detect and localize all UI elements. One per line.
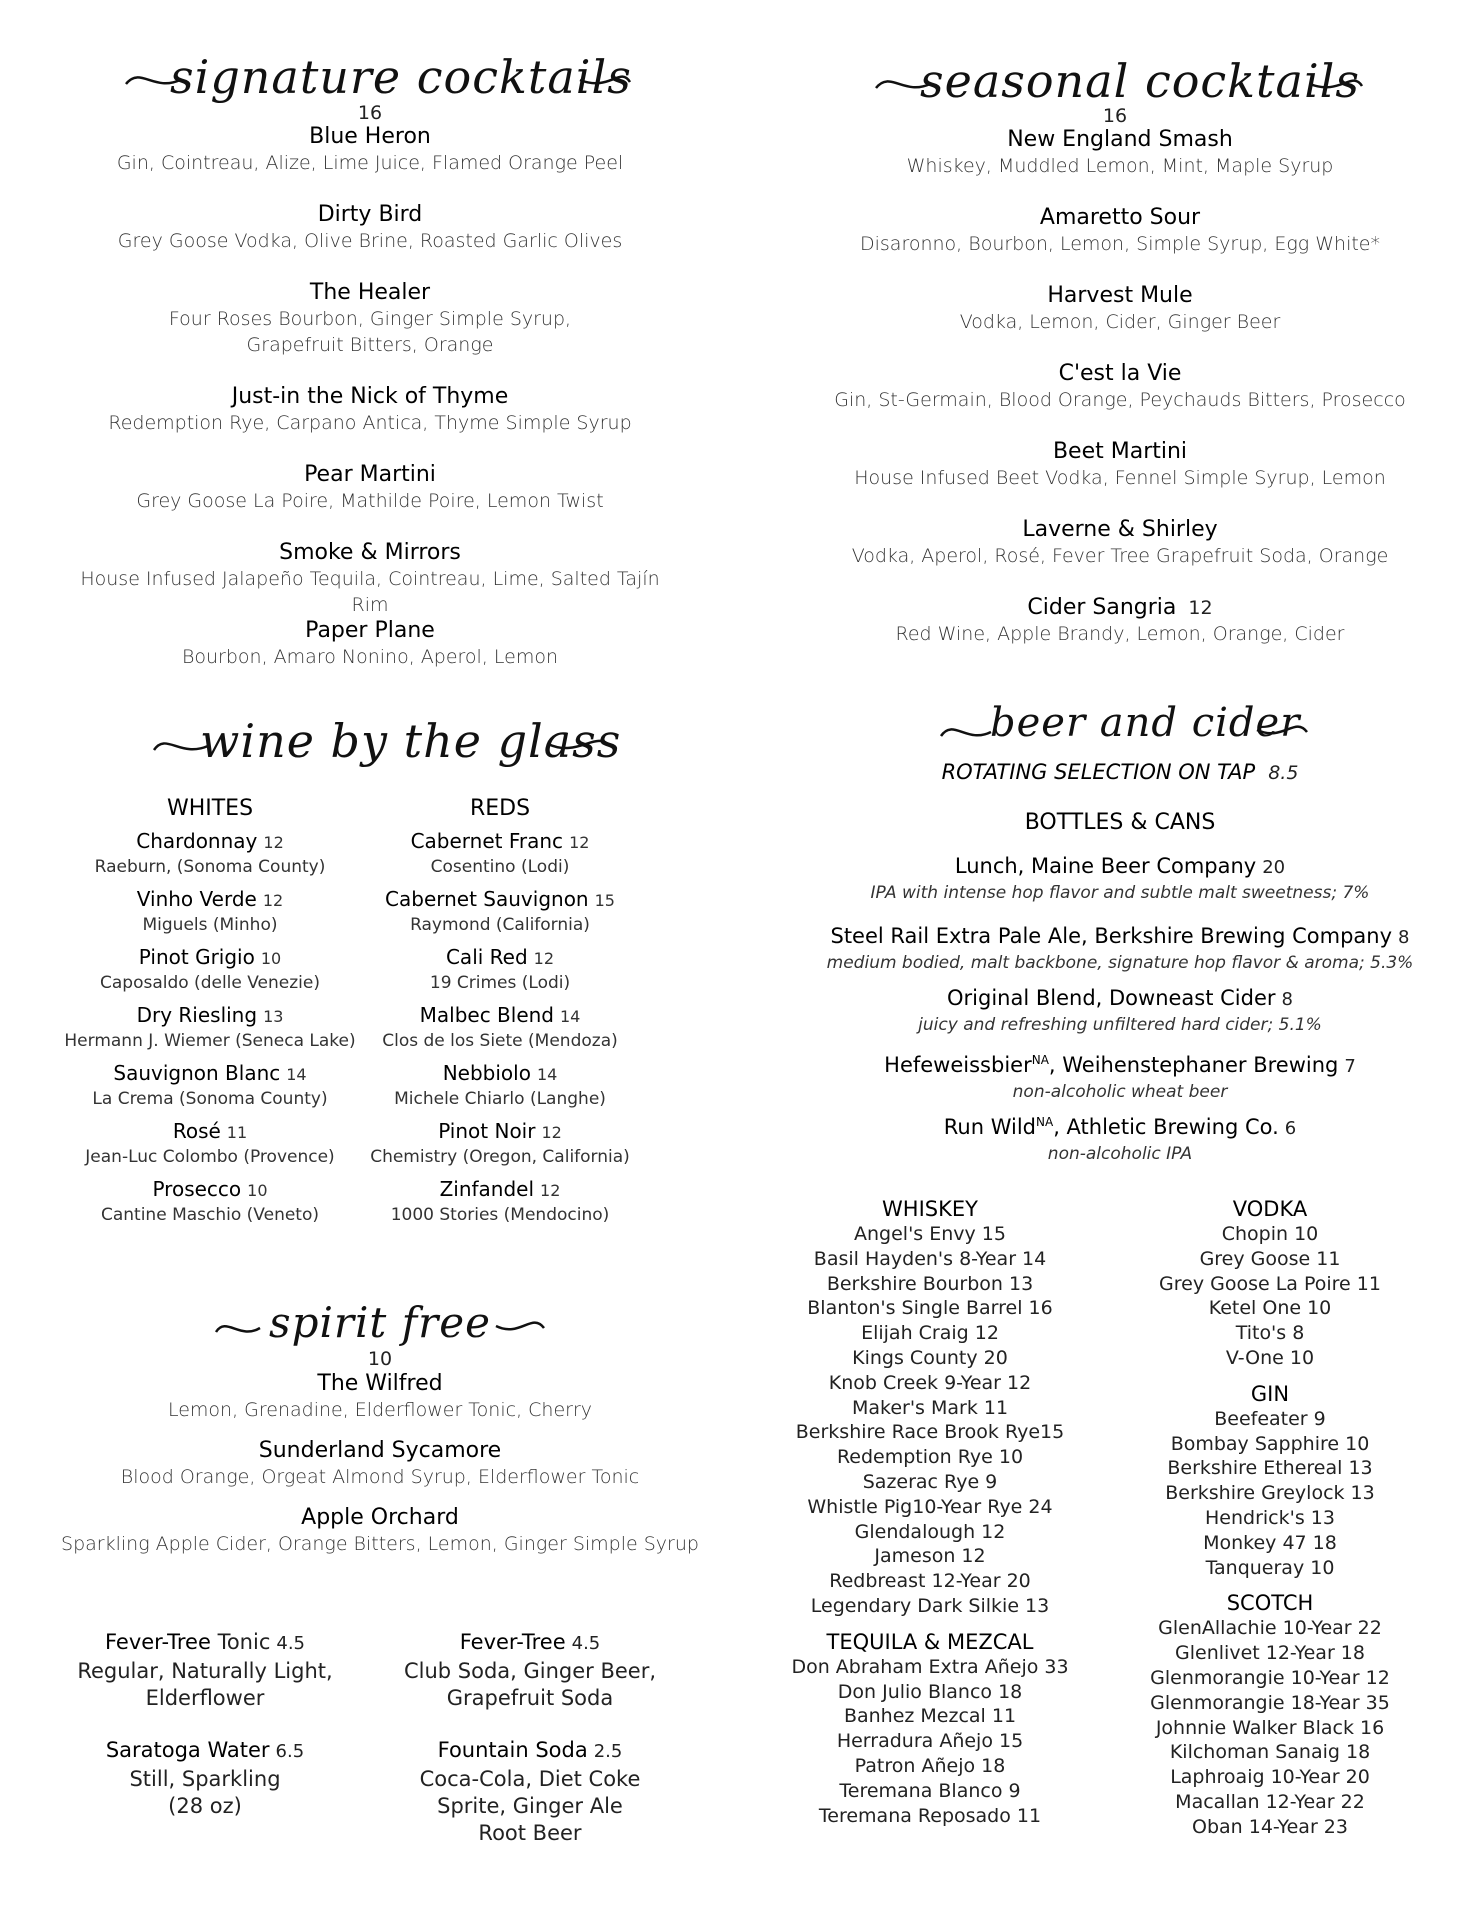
item-price: 12	[1188, 597, 1213, 619]
signature-item	[60, 540, 680, 618]
reds-heading: REDS	[469, 796, 531, 821]
drink-price: 4.5	[276, 1633, 306, 1654]
wine-producer: Cosentino (Lodi)	[430, 857, 570, 877]
item-name: New England Smash	[1007, 127, 1233, 152]
drink-desc: Club Soda, Ginger Beer,	[403, 1659, 657, 1683]
na-mark: NA	[1036, 1115, 1054, 1129]
signature-item	[80, 124, 660, 176]
red-wine	[350, 1176, 650, 1226]
beer-name: Run Wild	[943, 1115, 1037, 1139]
item-name: Pear Martini	[304, 462, 436, 487]
seasonal-item	[820, 283, 1420, 335]
drink-variant: Tonic	[217, 1630, 271, 1654]
item-name: The Healer	[309, 280, 431, 305]
item-desc: Grey Goose Vodka, Olive Brine, Roasted Garlic Olives	[117, 230, 623, 252]
signature-item	[80, 618, 660, 670]
whiskey-item: Redbreast 12-Year 20	[829, 1570, 1031, 1593]
tequila-item: Teremana Blanco 9	[839, 1779, 1021, 1802]
seasonal-item	[820, 517, 1420, 569]
fountain-soda	[370, 1736, 690, 1847]
wine-price: 12	[263, 833, 284, 852]
wine-name: Malbec Blend	[419, 1003, 554, 1027]
whiskey-item: Jameson 12	[874, 1545, 986, 1568]
seasonal-item	[820, 127, 1420, 179]
wine-name: Sauvignon Blanc	[113, 1061, 281, 1085]
drink-name: Fever-Tree	[459, 1630, 566, 1654]
wine-producer: Cantine Maschio (Veneto)	[100, 1205, 319, 1225]
wine-producer: La Crema (Sonoma County)	[92, 1089, 328, 1109]
seasonal-item	[820, 361, 1420, 413]
beer-price: 8	[1398, 927, 1410, 948]
red-wine	[350, 1002, 650, 1052]
drink-price: 2.5	[593, 1741, 623, 1762]
white-wine	[60, 828, 360, 878]
spirit-free-item	[80, 1371, 680, 1423]
wine-heading: wine by the glass	[200, 714, 622, 768]
beer-desc: IPA with intense hop flavor and subtle malt sweetness; 7%	[870, 883, 1370, 903]
red-wine	[350, 828, 650, 878]
white-wine	[60, 944, 360, 994]
item-name: Just-in the Nick of Thyme	[231, 384, 509, 409]
scotch-item: Johnnie Walker Black 16	[1155, 1716, 1385, 1739]
vodka-item: V-One 10	[1225, 1346, 1315, 1369]
wine-producer: Jean-Luc Colombo (Provence)	[85, 1147, 335, 1167]
item-desc: Redemption Rye, Carpano Antica, Thyme Simple Syrup	[108, 412, 632, 434]
wine-producer: Clos de los Siete (Mendoza)	[382, 1031, 618, 1051]
gin-item: Bombay Sapphire 10	[1170, 1432, 1370, 1455]
whiskey-item: Legendary Dark Silkie 13	[810, 1594, 1050, 1617]
beer-item	[810, 1108, 1430, 1165]
wine-price: 14	[286, 1065, 307, 1084]
whiskey-item: Redemption Rye 10	[836, 1446, 1024, 1469]
wine-name: Zinfandel	[439, 1177, 535, 1201]
seasonal-item	[820, 205, 1420, 257]
fever-tree-tonic	[45, 1628, 365, 1712]
tequila-heading: TEQUILA & MEZCAL	[826, 1629, 1034, 1654]
drink-desc: Root Beer	[478, 1821, 582, 1845]
gin-item: Tanqueray 10	[1205, 1556, 1335, 1579]
wine-name: Pinot Grigio	[138, 945, 255, 969]
wine-name: Chardonnay	[136, 829, 258, 853]
signature-price: 16	[357, 102, 383, 124]
beer-desc: non-alcoholic IPA	[1047, 1144, 1193, 1164]
item-desc: Whiskey, Muddled Lemon, Mint, Maple Syrup	[906, 155, 1334, 177]
drink-desc: Still, Sparkling	[129, 1767, 281, 1791]
whites-heading: WHITES	[166, 796, 254, 821]
wine-name: Dry Riesling	[136, 1003, 258, 1027]
wine-price: 12	[569, 833, 590, 852]
whiskey-item: Kings County 20	[852, 1346, 1008, 1369]
scotch-item: Glenlivet 12-Year 18	[1175, 1642, 1365, 1665]
spirit-free-item	[80, 1438, 680, 1490]
gin-item: Hendrick's 13	[1205, 1506, 1335, 1529]
scotch-item: GlenAllachie 10-Year 22	[1158, 1617, 1382, 1640]
na-mark: NA	[1031, 1053, 1049, 1067]
wine-producer: Caposaldo (delle Venezie)	[99, 973, 320, 993]
spirits-right-column	[1120, 1196, 1420, 1850]
bottles-heading: BOTTLES & CANS	[1024, 810, 1216, 835]
item-desc: Gin, Cointreau, Alize, Lime Juice, Flamed Orange Peel	[116, 152, 624, 174]
drink-name: Saratoga Water	[105, 1738, 270, 1762]
item-name	[820, 595, 1420, 621]
beer-price: 6	[1284, 1118, 1297, 1139]
drink-desc: Sprite, Ginger Ale	[437, 1794, 623, 1818]
drink-desc: Grapefruit Soda	[446, 1686, 614, 1710]
gin-item: Monkey 47 18	[1203, 1531, 1337, 1554]
beer-name: Original Blend, Downeast Cider	[947, 986, 1276, 1010]
wine-name: Prosecco	[152, 1177, 242, 1201]
signature-item	[80, 280, 660, 358]
item-desc: Grapefruit Bitters, Orange	[246, 334, 494, 356]
beer-price: 7	[1344, 1056, 1356, 1077]
saratoga-water	[45, 1736, 365, 1820]
item-name: Laverne & Shirley	[1022, 517, 1218, 542]
tequila-item: Teremana Reposado 11	[818, 1804, 1042, 1827]
tequila-item: Don Abraham Extra Añejo 33	[791, 1655, 1069, 1678]
tequila-item: Patron Añejo 18	[854, 1754, 1006, 1777]
scotch-item: Kilchoman Sanaig 18	[1169, 1741, 1371, 1764]
scotch-item: Macallan 12-Year 22	[1175, 1790, 1365, 1813]
item-name: Dirty Bird	[317, 202, 423, 227]
whiskey-item: Blanton's Single Barrel 16	[807, 1297, 1053, 1320]
white-wine	[60, 886, 360, 936]
vodka-item: Chopin 10	[1221, 1223, 1319, 1245]
item-desc: Grey Goose La Poire, Mathilde Poire, Lemon Twist	[136, 490, 604, 512]
red-wine	[350, 1118, 650, 1168]
item-desc: House Infused Jalapeño Tequila, Cointreau, Lime, Salted Tajín Rim	[80, 568, 660, 616]
item-name: Beet Martini	[1052, 439, 1188, 464]
vodka-heading: VODKA	[1232, 1197, 1308, 1221]
wine-price: 12	[533, 949, 555, 968]
drink-desc: Elderflower	[145, 1686, 265, 1710]
tequila-item: Herradura Añejo 15	[836, 1730, 1024, 1753]
signature-heading: signature cocktails	[170, 50, 632, 104]
item-desc: Lemon, Grenadine, Elderflower Tonic, Cherry	[167, 1399, 593, 1421]
red-wine	[350, 944, 650, 994]
wine-price: 10	[247, 1181, 268, 1200]
item-desc: Vodka, Lemon, Cider, Ginger Beer	[959, 311, 1281, 333]
wine-name: Cali Red	[445, 945, 528, 969]
wine-price: 12	[541, 1123, 562, 1142]
item-name: Harvest Mule	[1047, 283, 1193, 308]
gin-item: Berkshire Greylock 13	[1165, 1482, 1375, 1505]
red-wine	[350, 1060, 650, 1110]
drink-desc: Coca-Cola, Diet Coke	[419, 1767, 641, 1791]
wine-producer: Miguels (Minho)	[142, 915, 278, 935]
beer-brewer: , Athletic Brewing Co.	[1053, 1115, 1279, 1139]
wine-name: Pinot Noir	[438, 1119, 536, 1143]
wine-producer: Hermann J. Wiemer (Seneca Lake)	[64, 1031, 356, 1051]
beer-name: Lunch, Maine Beer Company	[954, 854, 1257, 878]
wine-producer: Raymond (California)	[410, 915, 590, 935]
beer-item	[810, 984, 1430, 1036]
tequila-item: Banhez Mezcal 11	[843, 1705, 1017, 1728]
spirit-free-item	[60, 1505, 700, 1557]
scotch-item: Glenmorangie 10-Year 12	[1150, 1666, 1390, 1689]
item-desc: Vodka, Aperol, Rosé, Fever Tree Grapefruit Soda, Orange	[851, 545, 1389, 567]
wine-price: 13	[263, 1007, 284, 1026]
wine-price: 11	[226, 1123, 248, 1142]
white-wine	[60, 1060, 360, 1110]
item-desc: House Infused Beet Vodka, Fennel Simple Syrup, Lemon	[854, 467, 1386, 489]
beer-brewer: , Weihenstephaner Brewing	[1048, 1053, 1339, 1077]
whiskey-item: Knob Creek 9-Year 12	[828, 1371, 1032, 1394]
item-name: Smoke & Mirrors	[279, 540, 461, 565]
drink-name: Fever-Tree	[104, 1630, 211, 1654]
wine-price: 12	[540, 1181, 561, 1200]
item-desc: Blood Orange, Orgeat Almond Syrup, Elderflower Tonic	[120, 1466, 640, 1488]
wine-name: Cabernet Franc	[410, 829, 564, 853]
whiskey-heading: WHISKEY	[882, 1197, 978, 1221]
wine-producer: Raeburn, (Sonoma County)	[94, 857, 326, 877]
beer-desc: non-alcoholic wheat beer	[1012, 1082, 1228, 1102]
beer-name: Hefeweissbier	[884, 1053, 1032, 1077]
item-name: The Wilfred	[317, 1371, 443, 1396]
drink-desc: Regular, Naturally Light,	[77, 1659, 333, 1683]
tap-line	[820, 760, 1420, 784]
tap-price: 8.5	[1268, 762, 1299, 784]
drink-price: 6.5	[275, 1741, 305, 1762]
white-wine	[60, 1118, 360, 1168]
signature-item	[80, 202, 660, 254]
item-desc: Sparkling Apple Cider, Orange Bitters, Lemon, Ginger Simple Syrup	[61, 1533, 699, 1555]
whiskey-item: Maker's Mark 11	[851, 1396, 1009, 1419]
whiskey-item: Whistle Pig10-Year Rye 24	[807, 1495, 1053, 1518]
wine-producer: Michele Chiarlo (Langhe)	[394, 1089, 606, 1109]
item-name: C'est la Vie	[1058, 361, 1182, 386]
fever-tree-mixers	[370, 1628, 690, 1712]
wine-price: 14	[560, 1007, 581, 1026]
white-wine	[60, 1002, 360, 1052]
tap-label: ROTATING SELECTION ON TAP	[941, 760, 1256, 784]
signature-item	[80, 384, 660, 436]
whiskey-item: Elijah Craig 12	[861, 1322, 999, 1345]
seasonal-item	[820, 595, 1420, 647]
wine-name: Rosé	[172, 1119, 221, 1143]
wine-name: Nebbiolo	[442, 1061, 531, 1085]
item-name: Sunderland Sycamore	[258, 1438, 502, 1463]
tequila-item: Don Julio Blanco 18	[837, 1680, 1023, 1703]
seasonal-price: 16	[1102, 105, 1128, 127]
item-name: Paper Plane	[305, 618, 435, 643]
drink-name: Fountain Soda	[437, 1738, 588, 1762]
drink-desc: (28 oz)	[168, 1794, 242, 1818]
spirit-free-price: 10	[367, 1348, 393, 1370]
wine-price: 12	[262, 891, 284, 910]
item-desc: Gin, St-Germain, Blood Orange, Peychauds Bitters, Prosecco	[834, 389, 1406, 411]
vodka-item: Tito's 8	[1235, 1322, 1305, 1345]
beer-price: 20	[1262, 857, 1286, 878]
beer-item	[810, 1046, 1430, 1103]
wine-price: 15	[594, 891, 615, 910]
gin-item: Beefeater 9	[1214, 1407, 1326, 1430]
wine-name: Cabernet Sauvignon	[385, 887, 589, 911]
beer-item	[810, 852, 1430, 904]
item-desc: Bourbon, Amaro Nonino, Aperol, Lemon	[181, 646, 559, 668]
beer-name: Steel Rail Extra Pale Ale, Berkshire Brewing Company	[830, 924, 1393, 948]
vodka-item: Grey Goose 11	[1199, 1247, 1341, 1270]
whiskey-item: Berkshire Race Brook Rye15	[795, 1421, 1065, 1444]
signature-item	[80, 462, 660, 514]
vodka-item: Ketel One 10	[1208, 1297, 1332, 1320]
seasonal-heading: seasonal cocktails	[920, 54, 1360, 108]
item-name: Blue Heron	[309, 124, 431, 149]
item-desc: Red Wine, Apple Brandy, Lemon, Orange, Cider	[895, 623, 1345, 645]
item-name-text: Cider Sangria	[1027, 595, 1177, 620]
drink-price: 4.5	[571, 1633, 601, 1654]
scotch-item: Glenmorangie 18-Year 35	[1150, 1691, 1390, 1714]
item-name: Apple Orchard	[301, 1505, 459, 1530]
wine-name: Vinho Verde	[136, 887, 257, 911]
item-desc: Disaronno, Bourbon, Lemon, Simple Syrup, Egg White*	[860, 233, 1380, 255]
seasonal-item	[820, 439, 1420, 491]
scotch-item: Oban 14-Year 23	[1192, 1815, 1348, 1838]
spirit-free-heading: spirit free	[269, 1298, 491, 1347]
spirits-left-column	[770, 1196, 1090, 1838]
item-name: Amaretto Sour	[1039, 205, 1201, 230]
beer-desc: juicy and refreshing unfiltered hard cider; 5.1%	[918, 1015, 1322, 1035]
scotch-heading: SCOTCH	[1226, 1591, 1314, 1616]
gin-item: Berkshire Ethereal 13	[1167, 1457, 1373, 1480]
item-desc: Four Roses Bourbon, Ginger Simple Syrup,	[168, 308, 572, 330]
scotch-item: Laphroaig 10-Year 20	[1170, 1766, 1370, 1789]
wine-price: 10	[260, 949, 282, 968]
red-wine	[350, 886, 650, 936]
wine-producer: 19 Crimes (Lodi)	[429, 973, 571, 993]
whiskey-item: Basil Hayden's 8-Year 14	[813, 1247, 1047, 1270]
whiskey-item: Berkshire Bourbon 13	[826, 1272, 1034, 1295]
wine-producer: Chemistry (Oregon, California)	[370, 1147, 630, 1167]
whiskey-item: Glendalough 12	[854, 1520, 1006, 1543]
whiskey-item: Angel's Envy 15	[854, 1223, 1006, 1245]
beer-item	[810, 922, 1430, 974]
vodka-item: Grey Goose La Poire 11	[1159, 1272, 1381, 1295]
wine-producer: 1000 Stories (Mendocino)	[390, 1205, 610, 1225]
beer-heading: beer and cider	[990, 700, 1301, 746]
beer-desc: medium bodied, malt backbone, signature hop flavor & aroma; 5.3%	[826, 953, 1414, 973]
gin-heading: GIN	[1250, 1381, 1290, 1406]
beer-price: 8	[1281, 989, 1293, 1010]
white-wine	[60, 1176, 360, 1226]
whiskey-item: Sazerac Rye 9	[862, 1470, 998, 1493]
wine-price: 14	[536, 1065, 558, 1084]
